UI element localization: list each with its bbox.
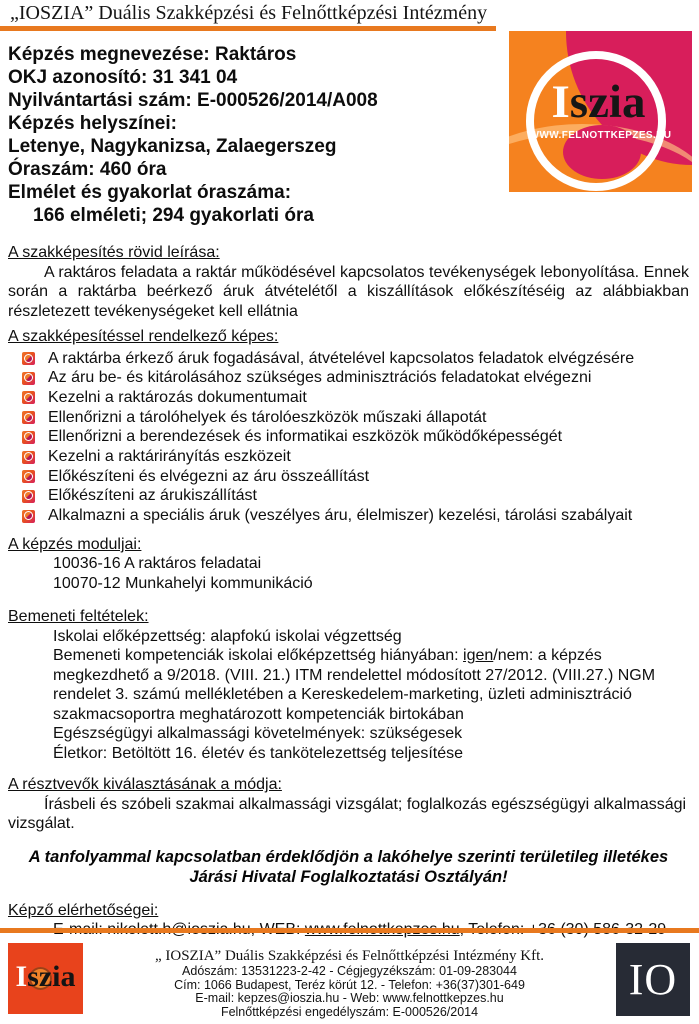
entry-line-health: Egészségügyi alkalmassági követelmények: szükségesek — [53, 725, 463, 743]
footer-divider — [0, 928, 699, 933]
employment-office-notice: A tanfolyammal kapcsolatban érdeklődjön a lakóhelye szerinti területileg illetékes Járási Hivatal Foglalkoztatási Osztályán! — [28, 847, 669, 887]
institution-title: „IOSZIA” Duális Szakképzési és Felnőttképzési Intézmény — [10, 2, 488, 24]
footer-tax-line: Adószám: 13531223-2-42 - Cégjegyzékszám: 01-09-283044 — [182, 964, 517, 978]
footer-licence-line: Felnőttképzési engedélyszám: E-000526/2014 — [220, 1004, 479, 1019]
registry-number-line: Nyilvántartási szám: E-000526/2014/A008 — [8, 90, 378, 111]
course-info-block — [8, 43, 378, 227]
logo-bullet-icon — [22, 431, 35, 444]
theory-practice-line: 166 elméleti; 294 gyakorlati óra — [33, 205, 314, 226]
logo-bullet-icon — [22, 411, 35, 424]
logo-bullet-icon — [22, 490, 35, 503]
contact-heading: Képző elérhetőségei: — [8, 901, 159, 919]
header-divider — [0, 26, 496, 31]
list-item: Kezelni a raktárirányítás eszközeit — [8, 447, 689, 467]
list-item: Az áru be- és kitárolásához szükséges adminisztrációs feladatokat elvégezni — [8, 368, 689, 388]
description-heading: A szakképesítés rövid leírása: — [8, 244, 220, 261]
logo-bullet-icon — [22, 391, 35, 404]
entry-line-schooling: Iskolai előképzettség: alapfokú iskolai végzettség — [53, 627, 402, 645]
logo-bullet-icon — [22, 372, 35, 385]
competences-heading: A szakképesítéssel rendelkező képes: — [8, 328, 279, 345]
module-item: 10070-12 Munkahelyi kommunikáció — [53, 574, 313, 592]
footer-email-web-line[interactable]: E-mail: kepzes@ioszia.hu - Web: www.felnottkepzes.hu — [195, 991, 504, 1005]
logo-bullet-icon — [22, 510, 35, 523]
logo-bullet-icon — [22, 470, 35, 483]
locations-line: Letenye, Nagykanizsa, Zalaegerszeg — [8, 136, 337, 157]
logo-bullet-icon — [22, 451, 35, 464]
selection-paragraph: Írásbeli és szóbeli szakmai alkalmassági vizsgálat; foglalkozás egészségügyi alkalmassági vizsgálat. — [8, 795, 687, 833]
competence-list — [8, 349, 689, 526]
list-item: Előkészíteni és elvégezni az áru összeállítást — [8, 467, 689, 487]
entry-requirements-heading: Bemeneti feltételek: — [8, 608, 149, 626]
description-paragraph: A raktáros feladata a raktár működésével kapcsolatos tevékenységek lebonyolítása. Ennek során a raktárba beérkező áruk átvételétől a kiszállítások előkészítéséig az alábbiakban részletezett tevékenységeket kell ellátnia — [8, 263, 689, 320]
list-item: Kezelni a raktározás dokumentumait — [8, 388, 689, 408]
footer-company-info — [110, 948, 589, 1019]
entry-requirements-block — [8, 627, 689, 764]
footer — [0, 941, 699, 1019]
entry-yes-underlined: igen — [463, 647, 494, 665]
module-item: 10036-16 A raktáros feladatai — [53, 555, 262, 573]
logo-url-text: WWW.FELNOTTKEPZES.HU — [529, 130, 672, 141]
selection-heading: A résztvevők kiválasztásának a módja: — [8, 776, 282, 794]
entry-line-age: Életkor: Betöltött 16. életév és tankötelezettség teljesítése — [53, 744, 464, 762]
footer-io-logo: IO — [616, 943, 690, 1016]
entry-line-competences-prefix: Bemeneti kompetenciák iskolai előképzettség hiányában: — [53, 647, 464, 665]
logo-letters-szia: szia — [569, 76, 646, 128]
list-item: Ellenőrizni a tárolóhelyek és tárolóeszközök műszaki állapotát — [8, 408, 689, 428]
ioszia-logo — [509, 31, 692, 192]
footer-address-line: Cím: 1066 Budapest, Teréz körút 12. - Telefon: +36(37)301-649 — [174, 977, 525, 992]
logo-wordmark — [509, 76, 688, 128]
locations-label-line: Képzés helyszínei: — [8, 113, 177, 134]
okj-id-line: OKJ azonosító: 31 341 04 — [8, 67, 238, 88]
theory-practice-label-line: Elmélet és gyakorlat óraszáma: — [8, 182, 292, 203]
list-item: Alkalmazni a speciális áruk (veszélyes áru, élelmiszer) kezelési, tárolási szabályait — [8, 506, 689, 526]
modules-heading: A képzés moduljai: — [8, 535, 142, 553]
list-item: A raktárba érkező áruk fogadásával, átvételével kapcsolatos feladatok elvégzésére — [8, 349, 689, 369]
list-item: Előkészíteni az árukiszállítást — [8, 486, 689, 506]
logo-bullet-icon — [22, 352, 35, 365]
footer-logo-wordmark: Iszia — [15, 960, 76, 993]
footer-ioszia-logo — [8, 943, 83, 1014]
entry-line-competences-suffix: /nem: a képzés megkezdhető a 9/2018. (VIII. 21.) ITM rendelettel módosított 27/2012. (VIII.27.) NGM rendelet 3. számú mellékletében a Kereskedelem-marketing, üzleti adminisztráció szakmacsoportra meghatározott kompetenciák birtokában — [53, 647, 656, 723]
hours-line: Óraszám: 460 óra — [8, 159, 167, 180]
list-item: Ellenőrizni a berendezések és informatikai eszközök működőképességét — [8, 427, 689, 447]
main-content — [8, 243, 689, 940]
footer-company-name: „ IOSZIA” Duális Szakképzési és Felnőttképzési Intézmény Kft. — [154, 948, 545, 964]
course-name-line: Képzés megnevezése: Raktáros — [8, 44, 297, 65]
logo-letter-i: I — [551, 76, 570, 128]
